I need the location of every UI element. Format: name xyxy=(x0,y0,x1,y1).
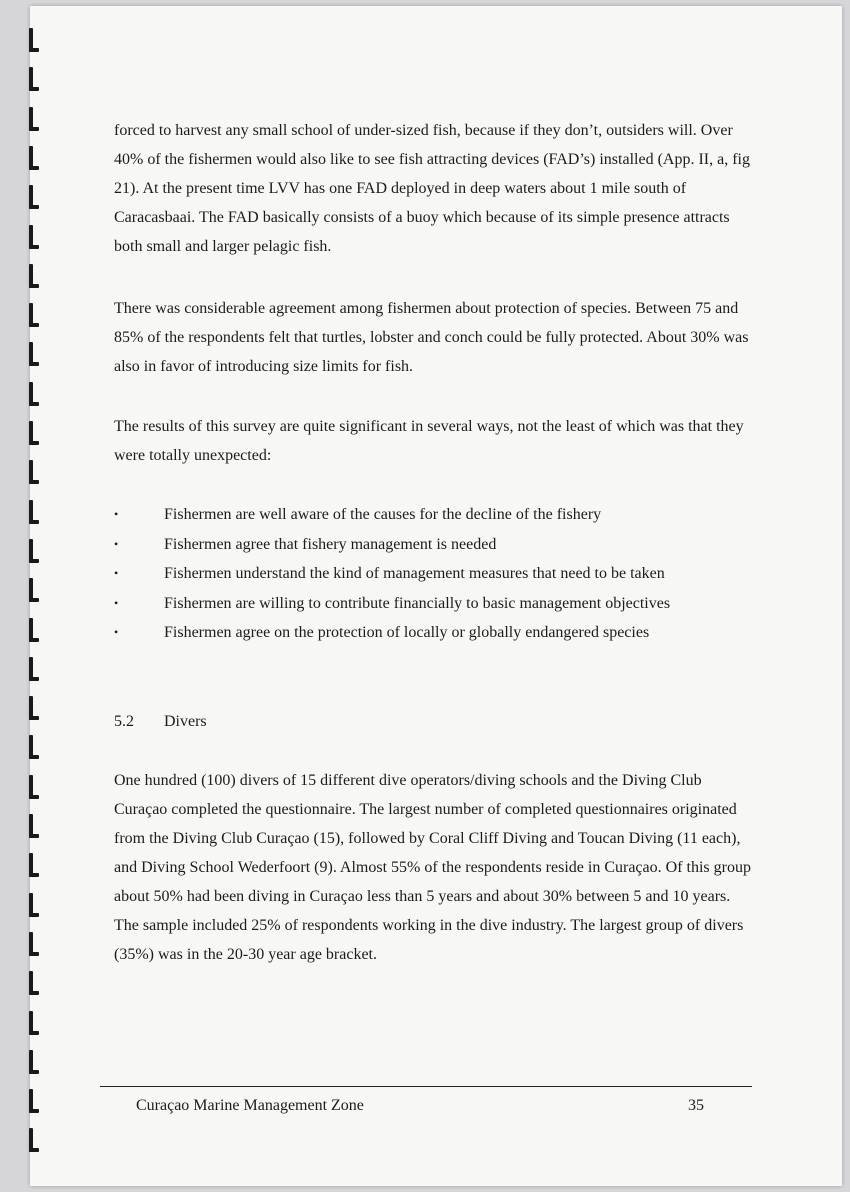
footer-divider xyxy=(100,1086,752,1087)
binding-ring xyxy=(26,1050,40,1074)
section-number: 5.2 xyxy=(114,713,134,730)
binding-ring xyxy=(26,1089,40,1113)
bullet-icon: • xyxy=(114,536,119,551)
list-item: • Fishermen are willing to contribute financially to basic management objectives xyxy=(114,589,754,619)
binding-ring xyxy=(26,303,40,327)
binding-ring xyxy=(26,814,40,838)
binding-ring xyxy=(26,735,40,759)
binding-ring xyxy=(26,28,40,52)
binding-ring xyxy=(26,618,40,642)
binding-ring xyxy=(26,264,40,288)
list-item: • Fishermen understand the kind of management measures that need to be taken xyxy=(114,559,754,589)
binding-ring xyxy=(26,853,40,877)
binding-ring xyxy=(26,775,40,799)
page-number: 35 xyxy=(688,1097,704,1114)
binding-ring xyxy=(26,146,40,170)
paragraph-text: There was considerable agreement among fishermen about protection of species. Between 75 and 85% of the respondents felt that turtles, lobster and conch could be fully protected. About 30% was also in favor of introducing size limits for fish. xyxy=(114,300,749,375)
binding-ring xyxy=(26,657,40,681)
binding-ring xyxy=(26,67,40,91)
paragraph-text: The results of this survey are quite significant in several ways, not the least of which was that they were totally unexpected: xyxy=(114,418,744,464)
paragraph-text: One hundred (100) divers of 15 different dive operators/diving schools and the Diving Club Curaçao completed the questionnaire. The largest number of completed questionnaires originated from the Diving Club Curaçao (15), followed by Coral Cliff Diving and Toucan Diving (11 each), and Diving School Wederfoort (9). Almost 55% of the respondents reside in Curaçao. Of this group about 50% had been diving in Curaçao less than 5 years and about 30% between 5 and 10 years. The sample included 25% of respondents working in the dive industry. The largest group of divers (35%) was in the 20-30 year age bracket. xyxy=(114,772,751,963)
binding-ring xyxy=(26,107,40,131)
binding-ring xyxy=(26,225,40,249)
list-item: • Fishermen agree on the protection of locally or globally endangered species xyxy=(114,618,754,648)
binding-ring xyxy=(26,500,40,524)
findings-list xyxy=(114,500,754,648)
binding-ring xyxy=(26,932,40,956)
section-title: Divers xyxy=(164,713,207,730)
binding-ring xyxy=(26,185,40,209)
binding-ring xyxy=(26,1011,40,1035)
binding-ring xyxy=(26,421,40,445)
binding-ring xyxy=(26,539,40,563)
paragraph-survey-results xyxy=(114,412,754,470)
binding-ring xyxy=(26,893,40,917)
list-item: • Fishermen agree that fishery management is needed xyxy=(114,530,754,560)
bullet-icon: • xyxy=(114,507,119,521)
footer-title: Curaçao Marine Management Zone xyxy=(136,1097,364,1114)
bullet-icon: • xyxy=(114,595,119,610)
bullet-icon: • xyxy=(114,625,119,639)
binding-ring xyxy=(26,1128,40,1152)
section-heading xyxy=(114,710,207,734)
binding-ring xyxy=(26,460,40,484)
paragraph-text: forced to harvest any small school of under-sized fish, because if they don’t, outsiders will. Over 40% of the fishermen would also like to see fish attracting devices (FAD’s) installed (App. II, a, fig 21). At the present time LVV has one FAD deployed in deep waters about 1 mile south of Caracasbaai. The FAD basically consists of a buoy which because of its simple presence attracts both small and larger pelagic fish. xyxy=(114,122,750,255)
paragraph-divers xyxy=(114,766,754,969)
binding-ring xyxy=(26,382,40,406)
binding-ring xyxy=(26,971,40,995)
list-item: • Fishermen are well aware of the causes for the decline of the fishery xyxy=(114,500,754,530)
binding-ring xyxy=(26,342,40,366)
paragraph-species-protection xyxy=(114,294,754,381)
bullet-icon: • xyxy=(114,566,119,580)
binding-ring xyxy=(26,578,40,602)
binding-ring xyxy=(26,696,40,720)
spiral-binding xyxy=(0,0,50,1192)
paragraph-fad xyxy=(114,116,754,261)
